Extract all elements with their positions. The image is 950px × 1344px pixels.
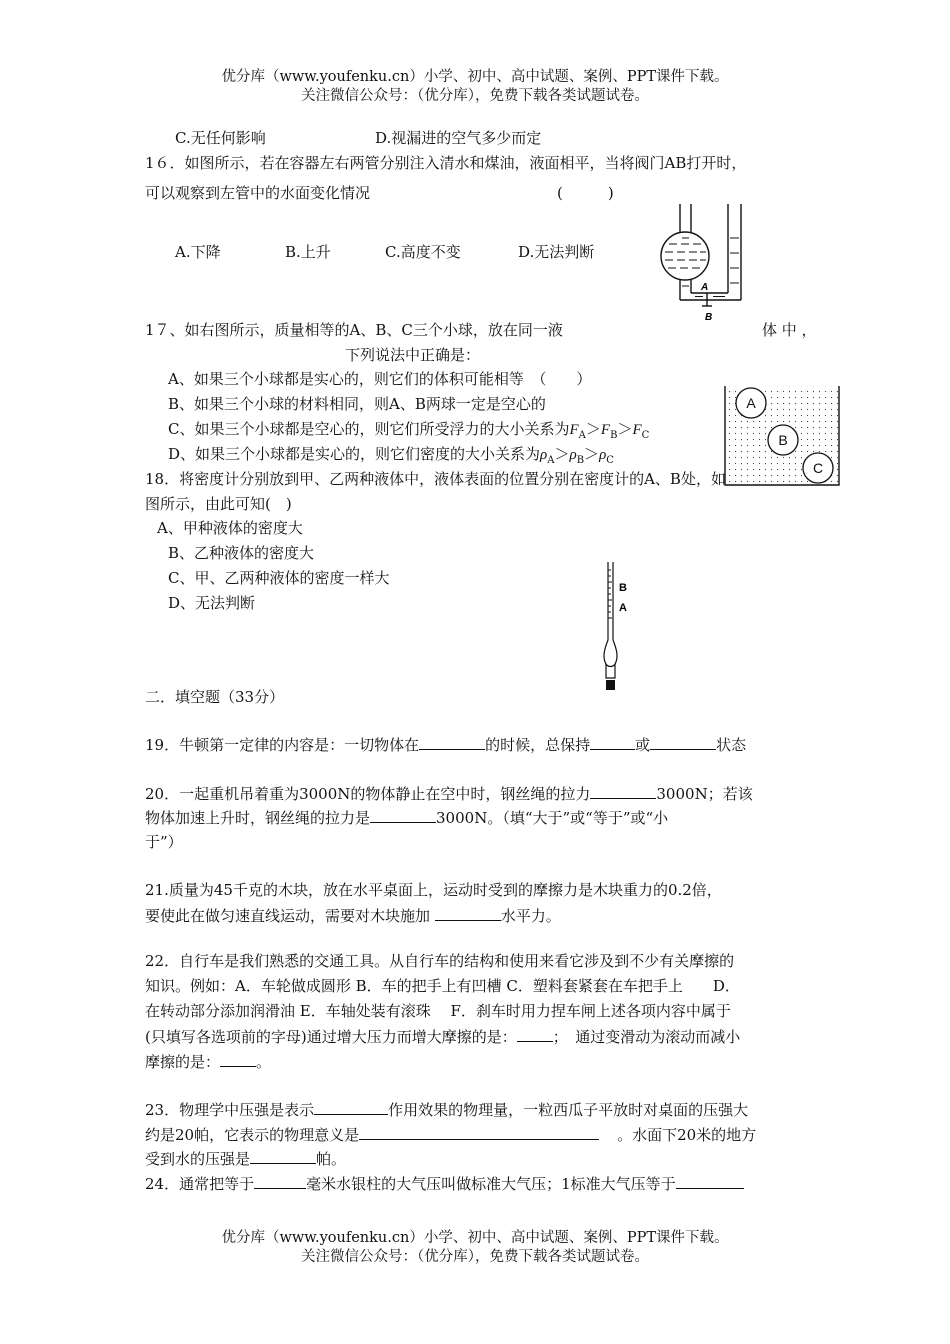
hydrometer-mark-b: B bbox=[619, 582, 627, 594]
q20-line-3: 于”） bbox=[145, 833, 183, 851]
q17-line-2: 下列说法中正确是： bbox=[345, 346, 481, 364]
q16-line-2: 可以观察到左管中的水面变化情况 bbox=[145, 184, 371, 202]
q18-option-c: C、甲、乙两种液体的密度一样大 bbox=[168, 569, 390, 587]
ball-c-label: C bbox=[812, 460, 824, 476]
q17-option-d: D、如果三个小球都是实心的，则它们密度的大小关系为$\rho_A>\rho_B>\rho_C$ bbox=[168, 445, 614, 466]
q22-blank-1[interactable] bbox=[517, 1026, 553, 1042]
footer-line-2: 关注微信公众号：（优分库），免费下载各类试题试卷。 bbox=[301, 1249, 649, 1265]
q18-option-d: D、无法判断 bbox=[168, 594, 256, 612]
q16-option-d: D.无法判断 bbox=[518, 243, 595, 261]
q22-line-2: 知识。例如：A．车轮做成圆形 B．车的把手上有凹槽 C．塑料套紧套在车把手上 D． bbox=[145, 977, 740, 995]
q17-line-1-end: 体 中 ， bbox=[762, 321, 817, 339]
valve-label-a: A bbox=[701, 282, 709, 293]
q23-blank-3[interactable] bbox=[250, 1148, 316, 1164]
q18-option-b: B、乙种液体的密度大 bbox=[168, 544, 315, 562]
header-line-1: 优分库（www.youfenku.cn）小学、初中、高中试题、案例、PPT课件下载。 bbox=[221, 69, 729, 85]
q16-option-c: C.高度不变 bbox=[385, 243, 461, 261]
section-2-title: 二．填空题（33分） bbox=[145, 688, 285, 706]
q18-line-1: 18．将密度计分别放到甲、乙两种液体中，液体表面的位置分别在密度计的A、B处，如 bbox=[145, 470, 726, 488]
q22-line-1: 22．自行车是我们熟悉的交通工具。从自行车的结构和使用来看它涉及到不少有关摩擦的 bbox=[145, 952, 735, 970]
q18-option-a: A、甲种液体的密度大 bbox=[157, 519, 303, 537]
q20-line-1: 20．一起重机吊着重为3000N的物体静止在空中时，钢丝绳的拉力 3000N；若该 bbox=[145, 785, 753, 803]
q16-option-b: B.上升 bbox=[285, 243, 331, 261]
ball-a-label: A bbox=[746, 395, 756, 411]
q19-blank-2[interactable] bbox=[590, 734, 635, 750]
q15-option-d: D.视漏进的空气多少而定 bbox=[375, 129, 542, 147]
q23-line-2: 约是20帕，它表示的物理意义是 。水面下20米的地方 bbox=[145, 1126, 757, 1144]
q16-option-a: A.下降 bbox=[175, 243, 221, 261]
q22-line-4: (只填写各选项前的字母)通过增大压力而增大摩擦的是： ； 通过变滑动为滚动而减小 bbox=[145, 1028, 741, 1046]
q21-line-2: 要使此在做匀速直线运动，需要对木块施加 水平力。 bbox=[145, 907, 561, 925]
q20-blank-2[interactable] bbox=[370, 807, 436, 823]
q16-answer-bracket: ( ) bbox=[557, 184, 614, 202]
q20-line-2: 物体加速上升时，钢丝绳的拉力是 3000N。（填“大于”或“等于”或“小 bbox=[145, 809, 669, 827]
q19-blank-1[interactable] bbox=[419, 734, 485, 750]
q19: 19．牛顿第一定律的内容是：一切物体在 的时候，总保持 或 状态 bbox=[145, 736, 747, 754]
q15-option-c: C.无任何影响 bbox=[175, 129, 266, 147]
header-line-2: 关注微信公众号：（优分库），免费下载各类试题试卷。 bbox=[301, 88, 649, 104]
footer-line-1: 优分库（www.youfenku.cn）小学、初中、高中试题、案例、PPT课件下载。 bbox=[221, 1230, 729, 1246]
q24-line-1: 24．通常把等于 毫米水银柱的大气压叫做标准大气压；1标准大气压等于 bbox=[145, 1173, 744, 1194]
q20-blank-1[interactable] bbox=[590, 783, 656, 799]
q24-blank-1[interactable] bbox=[254, 1173, 306, 1189]
valve-label-b: B bbox=[705, 312, 713, 323]
q19-blank-3[interactable] bbox=[650, 734, 716, 750]
q22-line-5: 摩擦的是： 。 bbox=[145, 1053, 272, 1071]
q22-line-3: 在转动部分添加润滑油 E．车轴处装有滚珠 F．刹车时用力捏车闸上述各项内容中属于 bbox=[145, 1002, 731, 1020]
u-tube-figure bbox=[655, 198, 750, 323]
q16-line-1: 1６．如图所示，若在容器左右两管分别注入清水和煤油，液面相平，当将阀门AB打开时， bbox=[145, 154, 747, 172]
hydrometer-mark-a: A bbox=[619, 602, 627, 614]
balls-in-liquid-figure bbox=[722, 384, 842, 488]
hydrometer-figure bbox=[598, 560, 638, 700]
q17-option-a: A、如果三个小球都是实心的，则它们的体积可能相等 （ ） bbox=[168, 370, 592, 388]
q23-line-3: 受到水的压强是 帕。 bbox=[145, 1150, 347, 1168]
q17-line-1: 1７、如右图所示，质量相等的A、B、C三个小球，放在同一液 bbox=[145, 321, 563, 339]
ball-b-label: B bbox=[778, 432, 788, 448]
q23-line-1: 23．物理学中压强是表示 作用效果的物理量，一粒西瓜子平放时对桌面的压强大 bbox=[145, 1101, 749, 1119]
q22-blank-2[interactable] bbox=[220, 1051, 256, 1067]
q24-blank-2[interactable] bbox=[676, 1173, 744, 1189]
q17-option-b: B、如果三个小球的材料相同，则A、B两球一定是空心的 bbox=[168, 395, 546, 413]
q17-option-c: C、如果三个小球都是空心的，则它们所受浮力的大小关系为$F_A>F_B>F_C$ bbox=[168, 420, 650, 441]
q21-line-1: 21.质量为45千克的木块，放在水平桌面上，运动时受到的摩擦力是木块重力的0.2倍， bbox=[145, 881, 722, 899]
q23-blank-2[interactable] bbox=[359, 1124, 599, 1140]
q23-blank-1[interactable] bbox=[314, 1099, 388, 1115]
q21-blank[interactable] bbox=[435, 905, 501, 921]
q18-line-2: 图所示，由此可知( ) bbox=[145, 495, 292, 513]
